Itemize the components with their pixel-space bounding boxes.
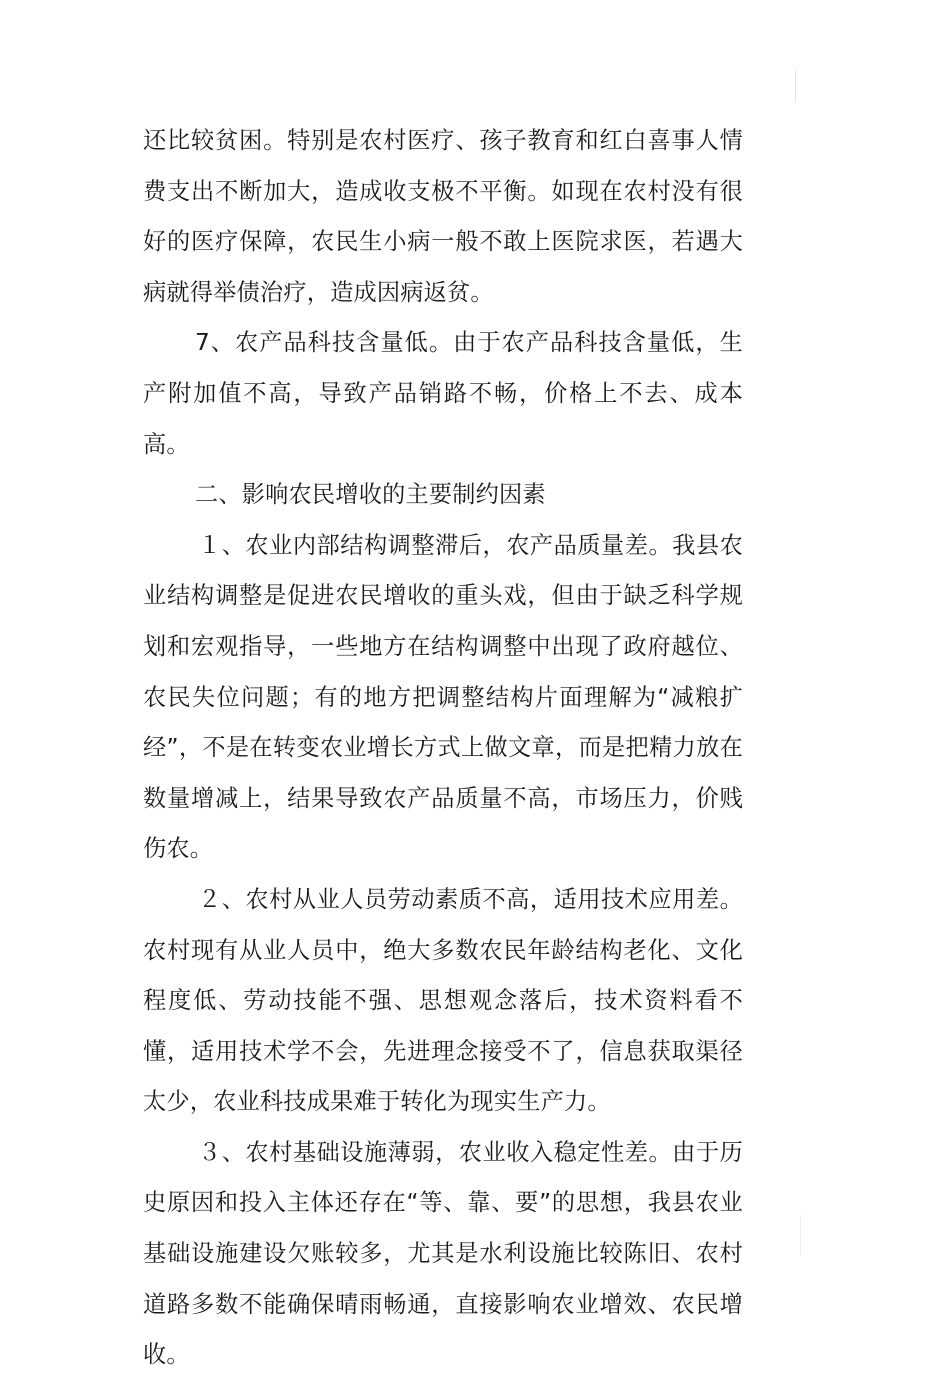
paragraph-continuation: 还比较贫困。特别是农村医疗、孩子教育和红白喜事人情费支出不断加大，造成收支极不平衡。如现在农村没有很好的医疗保障，农民生小病一般不敢上医院求医，若遇大病就得举债治疗，造成因病返贫。: [143, 127, 743, 306]
paragraph-item-7: 7、农产品科技含量低。由于农产品科技含量低，生产附加值不高，导致产品销路不畅，价格上不去、成本高。: [143, 329, 743, 458]
paragraph-factor-2: ２、农村从业人员劳动素质不高，适用技术应用差。农村现有从业人员中，绝大多数农民年龄结构老化、文化程度低、劳动技能不强、思想观念落后，技术资料看不懂，适用技术学不会，先进理念接受不了，信息获取渠径太少，农业科技成果难于转化为现实生产力。: [143, 885, 743, 1116]
paragraph-factor-1: １、农业内部结构调整滞后，农产品质量差。我县农业结构调整是促进农民增收的重头戏，但由于缺乏科学规划和宏观指导，一些地方在结构调整中出现了政府越位、农民失位问题；有的地方把调整结构片面理解为“减粮扩经”，不是在转变农业增长方式上做文章，而是把精力放在数量增减上，结果导致农产品质量不高，市场压力，价贱伤农。: [143, 531, 743, 863]
paragraph-factor-3: ３、农村基础设施薄弱，农业收入稳定性差。由于历史原因和投入主体还存在“等、靠、要”的思想，我县农业基础设施建设欠账较多，尤其是水利设施比较陈旧、农村道路多数不能确保晴雨畅通，直接影响农业增效、农民增收。: [143, 1138, 743, 1369]
document-body: [143, 116, 743, 1381]
section-heading: 二、影响农民增收的主要制约因素: [195, 481, 546, 509]
page-edge-mark-bottom: [800, 1215, 801, 1255]
page-edge-mark: [795, 70, 796, 102]
